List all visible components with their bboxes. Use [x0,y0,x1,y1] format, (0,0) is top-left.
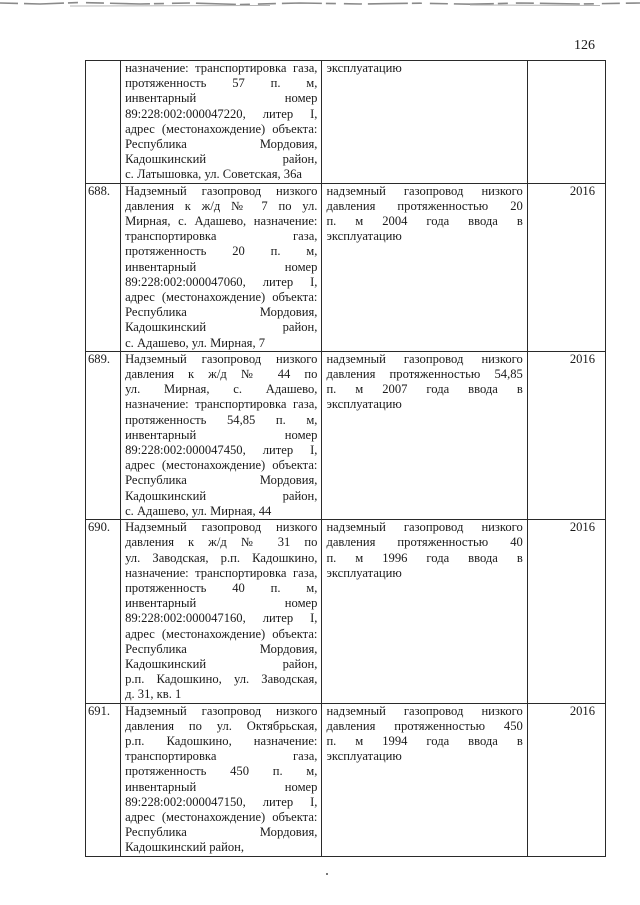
object-cell-line: назначение: транспортировка газа, [125,565,318,580]
object-cell-line: р.п. Кадошкино, ул. Заводская, [125,672,318,687]
description-cell [322,351,527,519]
object-cell-line: Кадошкинский район, [125,656,318,671]
row-number: 689. [86,351,121,519]
object-cell-line: Надземный газопровод низкого [125,183,318,198]
object-cell-line: 89:228:002:000047220, литер I, [125,106,318,121]
table-row [86,183,606,351]
scan-speck [326,873,328,875]
object-cell [121,61,322,184]
description-cell-line: п. м 1994 года ввода в [326,733,523,748]
object-cell-line: инвентарный номер [125,427,318,442]
year-cell: 2016 [527,520,605,703]
object-cell-line: с. Латышовка, ул. Советская, 36а [125,167,302,182]
object-cell-line: Кадошкинский район, [125,152,318,167]
object-cell-line: адрес (местонахождение) объекта: [125,626,318,641]
object-cell-line: Надземный газопровод низкого [125,351,318,366]
table-row [86,351,606,519]
page-number: 126 [574,38,595,53]
object-cell-line: транспортировка газа, [125,749,318,764]
year-cell [527,61,605,184]
object-cell-line: протяженность 40 п. м, [125,580,318,595]
description-cell [322,183,527,351]
description-cell-line: эксплуатацию [326,229,402,244]
object-cell-line: Кадошкинский район, [125,320,318,335]
object-cell-line: адрес (местонахождение) объекта: [125,290,318,305]
object-cell-line: Кадошкинский район, [125,488,318,503]
description-cell-line: давления протяженностью 20 [326,198,523,213]
object-cell-line: д. 31, кв. 1 [125,687,182,702]
object-cell-line: инвентарный номер [125,91,318,106]
object-cell-line: ул. Мирная, с. Адашево, [125,382,318,397]
object-cell-line: ул. Заводская, р.п. Кадошкино, [125,550,318,565]
object-cell-line: Республика Мордовия, [125,137,318,152]
row-number: 688. [86,183,121,351]
object-cell-line: Республика Мордовия, [125,641,318,656]
table-row [86,703,606,856]
object-cell-line: давления к ж/д № 31 по [125,535,318,550]
object-cell-line: Кадошкинский район, [125,840,245,855]
description-cell-line: эксплуатацию [326,565,402,580]
object-cell-line: протяженность 20 п. м, [125,244,318,259]
description-cell-line: эксплуатацию [326,61,402,75]
object-cell-line: инвентарный номер [125,779,318,794]
object-cell-line: Мирная, с. Адашево, назначение: [125,214,318,229]
object-cell-line: 89:228:002:000047160, литер I, [125,611,318,626]
description-cell-line: давления протяженностью 40 [326,535,523,550]
description-cell-line: эксплуатацию [326,397,402,412]
row-number [86,61,121,184]
object-cell [121,183,322,351]
description-cell-line: эксплуатацию [326,749,402,764]
object-cell [121,520,322,703]
row-number: 691. [86,703,121,856]
object-cell-line: давления к ж/д № 7 по ул. [125,198,318,213]
year-cell: 2016 [527,183,605,351]
object-cell-line: 89:228:002:000047060, литер I, [125,274,318,289]
object-cell-line: транспортировка газа, [125,229,318,244]
description-cell-line: надземный газопровод низкого [326,520,523,535]
description-cell-line: надземный газопровод низкого [326,183,523,198]
description-cell-line: надземный газопровод низкого [326,351,523,366]
description-cell-line: давления протяженностью 450 [326,718,523,733]
asset-table [85,60,606,857]
description-cell [322,520,527,703]
object-cell-line: Республика Мордовия, [125,473,318,488]
year-cell: 2016 [527,351,605,519]
object-cell-line: инвентарный номер [125,596,318,611]
object-cell-line: 89:228:002:000047150, литер I, [125,794,318,809]
object-cell-line: р.п. Кадошкино, назначение: [125,733,318,748]
year-cell: 2016 [527,703,605,856]
object-cell [121,351,322,519]
object-cell-line: 89:228:002:000047450, литер I, [125,443,318,458]
object-cell-line: адрес (местонахождение) объекта: [125,121,318,136]
description-cell-line: давления протяженностью 54,85 [326,367,523,382]
object-cell-line: адрес (местонахождение) объекта: [125,458,318,473]
object-cell-line: Республика Мордовия, [125,825,318,840]
object-cell-line: давления к ж/д № 44 по [125,367,318,382]
description-cell-line: п. м 2007 года ввода в [326,382,523,397]
table-row [86,520,606,703]
description-cell-line: надземный газопровод низкого [326,703,523,718]
object-cell-line: протяженность 450 п. м, [125,764,318,779]
object-cell [121,703,322,856]
object-cell-line: давления по ул. Октябрьская, [125,718,318,733]
object-cell-line: Надземный газопровод низкого [125,520,318,535]
row-number: 690. [86,520,121,703]
scan-edge-artifact [0,0,640,12]
object-cell-line: инвентарный номер [125,259,318,274]
object-cell-line: адрес (местонахождение) объекта: [125,809,318,824]
object-cell-line: Республика Мордовия, [125,305,318,320]
object-cell-line: Надземный газопровод низкого [125,703,318,718]
table-row [86,61,606,184]
object-cell-line: назначение: транспортировка газа, [125,61,318,75]
description-cell [322,61,527,184]
object-cell-line: с. Адашево, ул. Мирная, 44 [125,503,272,518]
description-cell-line: п. м 1996 года ввода в [326,550,523,565]
description-cell-line: п. м 2004 года ввода в [326,214,523,229]
object-cell-line: протяженность 57 п. м, [125,76,318,91]
object-cell-line: с. Адашево, ул. Мирная, 7 [125,335,266,350]
description-cell [322,703,527,856]
object-cell-line: назначение: транспортировка газа, [125,397,318,412]
object-cell-line: протяженность 54,85 п. м, [125,412,318,427]
